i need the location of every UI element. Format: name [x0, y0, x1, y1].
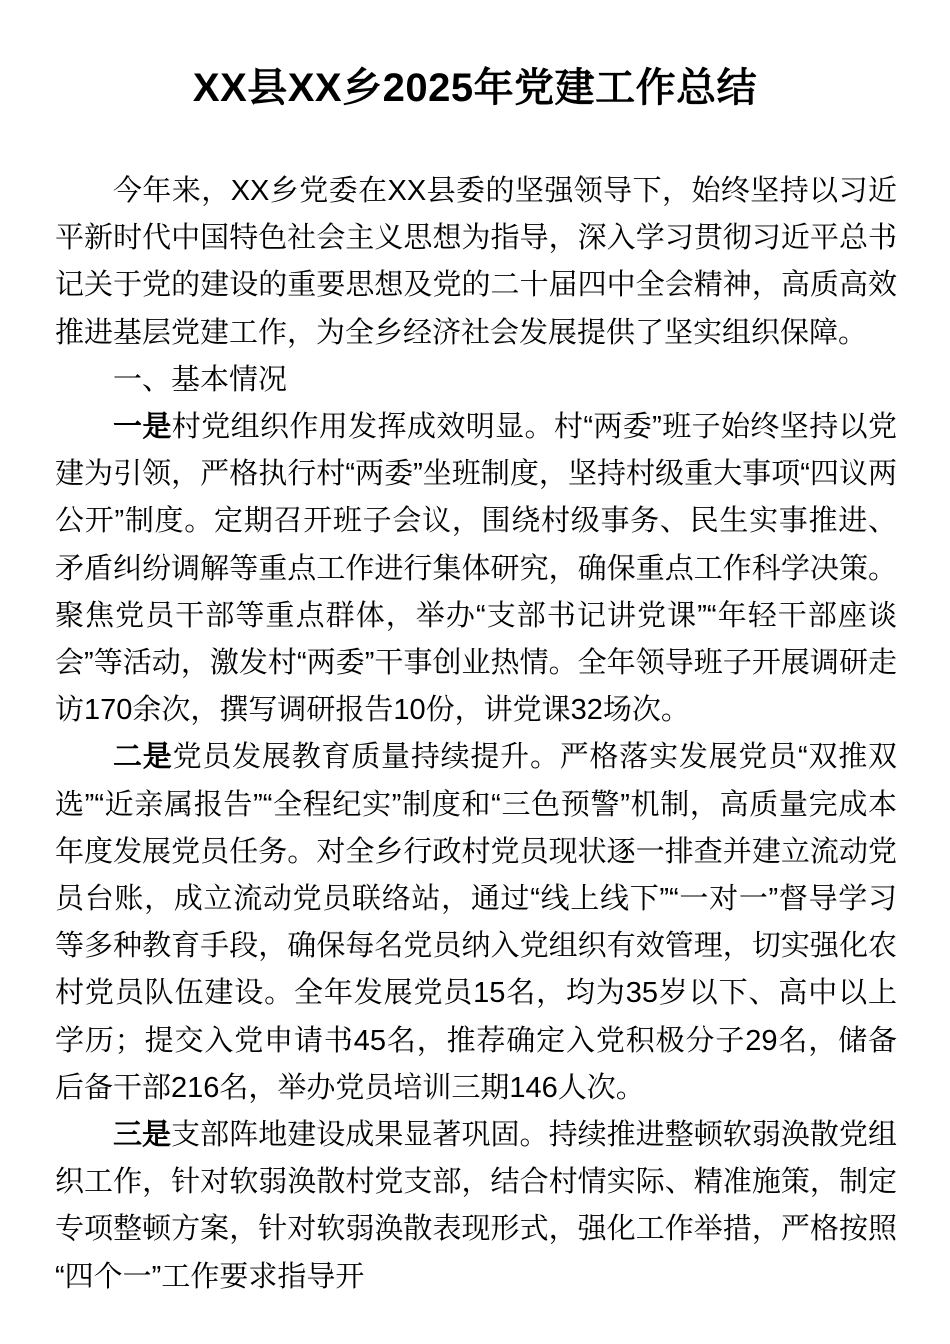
- paragraph-lead: 三是: [113, 1119, 172, 1152]
- paragraph-opening: [55, 168, 897, 357]
- paragraph-item-3: [55, 1112, 897, 1301]
- paragraph-text: 村党组织作用发挥成效明显。村“两委”班子始终坚持以党建为引领，严格执行村“两委”坐班制度，坚持村级重大事项“四议两公开”制度。定期召开班子会议，围绕村级事务、民生实事推进、矛盾纠纷调解等重点工作进行集体研究，确保重点工作科学决策。聚焦党员干部等重点群体，举办“支部书记讲党课”“年轻干部座谈会”等活动，激发村“两委”干事创业热情。全年领导班子开展调研走访170余次，撰写调研报告10份，讲党课32场次。: [55, 411, 897, 727]
- document-body: [55, 168, 897, 1301]
- section-heading-1: [55, 357, 897, 404]
- paragraph-text: 党员发展教育质量持续提升。严格落实发展党员“双推双选”“近亲属报告”“全程纪实”制度和“三色预警”机制，高质量完成本年度发展党员任务。对全乡行政村党员现状逐一排查并建立流动党员台账，成立流动党员联络站，通过“线上线下”“一对一”督导学习等多种教育手段，确保每名党员纳入党组织有效管理，切实强化农村党员队伍建设。全年发展党员15名，均为35岁以下、高中以上学历；提交入党申请书45名，推荐确定入党积极分子29名，储备后备干部216名，举办党员培训三期146人次。: [55, 741, 897, 1104]
- paragraph-text: 支部阵地建设成果显著巩固。持续推进整顿软弱涣散党组织工作，针对软弱涣散村党支部，结合村情实际、精准施策，制定专项整顿方案，针对软弱涣散表现形式，强化工作举措，严格按照“四个一”工作要求指导开: [55, 1119, 897, 1293]
- page-title: XX县XX乡2025年党建工作总结: [192, 66, 758, 110]
- paragraph-item-1: [55, 404, 897, 734]
- paragraph-lead: 二是: [113, 741, 173, 774]
- paragraph-lead: 一是: [113, 411, 172, 444]
- paragraph-text: 一、基本情况: [113, 363, 288, 396]
- paragraph-item-2: [55, 734, 897, 1112]
- paragraph-text: 今年来，XX乡党委在XX县委的坚强领导下，始终坚持以习近平新时代中国特色社会主义思想为指导，深入学习贯彻习近平总书记关于党的建设的重要思想及党的二十届四中全会精神，高质高效推进基层党建工作，为全乡经济社会发展提供了坚实组织保障。: [55, 175, 897, 349]
